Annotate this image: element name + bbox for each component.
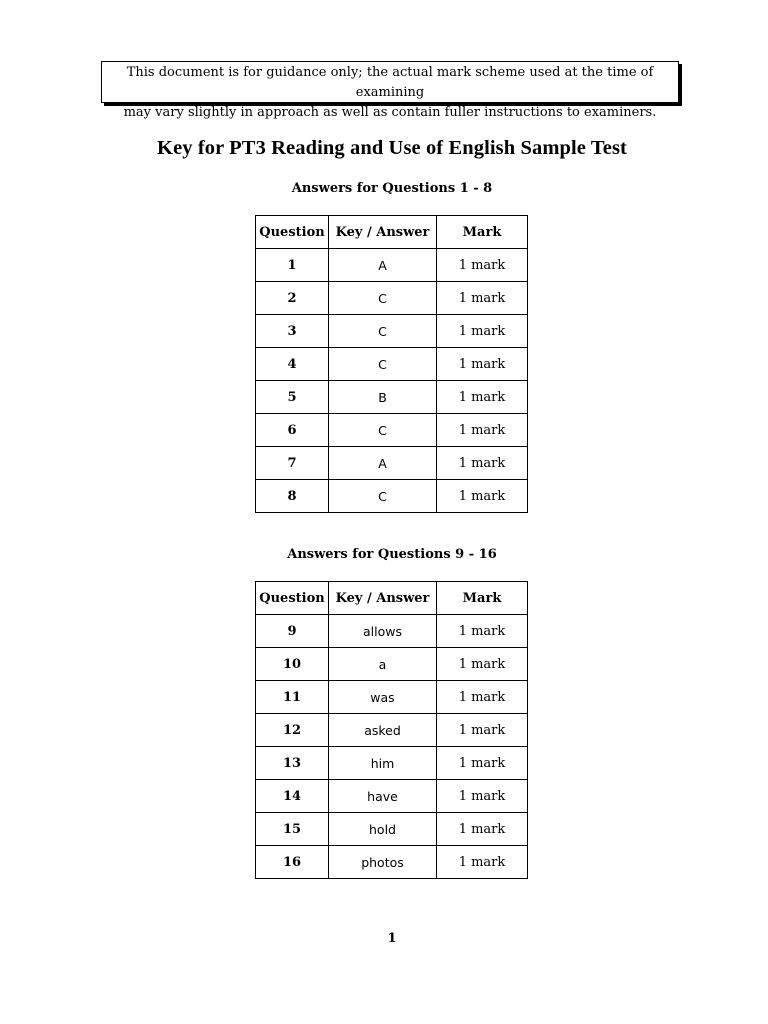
table-row: [256, 714, 528, 747]
answer-cell: C: [329, 348, 437, 381]
mark-cell: 1 mark: [437, 480, 528, 513]
mark-cell: 1 mark: [437, 615, 528, 648]
table-body: [256, 249, 528, 513]
question-cell: 14: [256, 780, 329, 813]
mark-cell: 1 mark: [437, 681, 528, 714]
question-cell: 1: [256, 249, 329, 282]
notice-line-2: may vary slightly in approach as well as contain fuller instructions to examiners.: [123, 105, 657, 120]
table-body: [256, 615, 528, 879]
answer-cell: hold: [329, 813, 437, 846]
table-row: [256, 447, 528, 480]
table-row: [256, 648, 528, 681]
answer-cell: allows: [329, 615, 437, 648]
page-number: 1: [387, 931, 397, 946]
answer-cell: A: [329, 447, 437, 480]
mark-cell: 1 mark: [437, 282, 528, 315]
table-row: [256, 348, 528, 381]
section-heading-1-8: Answers for Questions 1 - 8: [291, 181, 493, 196]
answer-cell: C: [329, 480, 437, 513]
table-row: [256, 315, 528, 348]
mark-cell: 1 mark: [437, 747, 528, 780]
question-cell: 5: [256, 381, 329, 414]
mark-cell: 1 mark: [437, 648, 528, 681]
notice-line-1: This document is for guidance only; the actual mark scheme used at the time of examining: [126, 65, 654, 100]
question-cell: 16: [256, 846, 329, 879]
question-cell: 11: [256, 681, 329, 714]
question-cell: 7: [256, 447, 329, 480]
answer-cell: B: [329, 381, 437, 414]
table-row: [256, 381, 528, 414]
table-row: [256, 249, 528, 282]
mark-cell: 1 mark: [437, 846, 528, 879]
mark-cell: 1 mark: [437, 780, 528, 813]
answer-table-1-8: [255, 215, 528, 513]
question-cell: 3: [256, 315, 329, 348]
answer-table-9-16: [255, 581, 528, 879]
question-cell: 8: [256, 480, 329, 513]
table-row: [256, 681, 528, 714]
mark-cell: 1 mark: [437, 813, 528, 846]
answer-cell: photos: [329, 846, 437, 879]
column-header-key: Key / Answer: [329, 216, 437, 249]
table-row: [256, 780, 528, 813]
question-cell: 10: [256, 648, 329, 681]
table-row: [256, 282, 528, 315]
guidance-notice: [101, 61, 679, 120]
answer-cell: asked: [329, 714, 437, 747]
answer-cell: C: [329, 282, 437, 315]
document-title: Key for PT3 Reading and Use of English Sample Test: [157, 137, 627, 159]
mark-cell: 1 mark: [437, 414, 528, 447]
table-row: [256, 813, 528, 846]
question-cell: 12: [256, 714, 329, 747]
table-row: [256, 846, 528, 879]
table-header-row: [256, 582, 528, 615]
question-cell: 15: [256, 813, 329, 846]
answer-cell: C: [329, 414, 437, 447]
column-header-mark: Mark: [437, 216, 528, 249]
column-header-question: Question: [256, 216, 329, 249]
answer-cell: have: [329, 780, 437, 813]
table-header-row: [256, 216, 528, 249]
question-cell: 9: [256, 615, 329, 648]
mark-cell: 1 mark: [437, 381, 528, 414]
column-header-key: Key / Answer: [329, 582, 437, 615]
mark-cell: 1 mark: [437, 714, 528, 747]
question-cell: 2: [256, 282, 329, 315]
column-header-mark: Mark: [437, 582, 528, 615]
answer-cell: him: [329, 747, 437, 780]
question-cell: 13: [256, 747, 329, 780]
table-row: [256, 414, 528, 447]
answer-cell: a: [329, 648, 437, 681]
table-row: [256, 615, 528, 648]
question-cell: 6: [256, 414, 329, 447]
answer-cell: C: [329, 315, 437, 348]
table-row: [256, 480, 528, 513]
mark-cell: 1 mark: [437, 447, 528, 480]
question-cell: 4: [256, 348, 329, 381]
table-row: [256, 747, 528, 780]
mark-cell: 1 mark: [437, 348, 528, 381]
mark-cell: 1 mark: [437, 315, 528, 348]
answer-cell: was: [329, 681, 437, 714]
column-header-question: Question: [256, 582, 329, 615]
answer-cell: A: [329, 249, 437, 282]
mark-cell: 1 mark: [437, 249, 528, 282]
section-heading-9-16: Answers for Questions 9 - 16: [287, 547, 497, 562]
